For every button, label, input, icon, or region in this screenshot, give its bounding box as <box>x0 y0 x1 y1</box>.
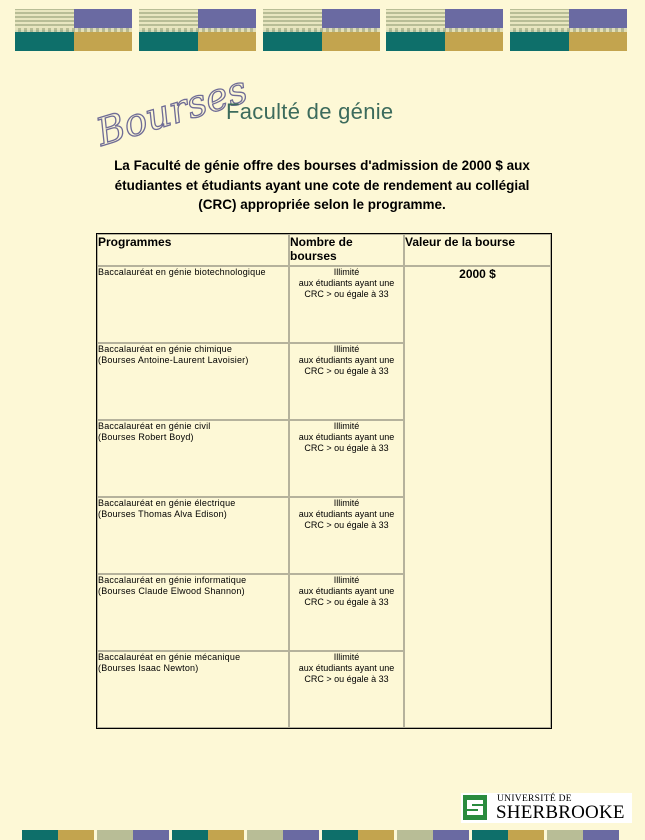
count-line1: Illimité <box>333 498 360 508</box>
count-line3: CRC > ou égale à 33 <box>304 674 389 684</box>
banner-tile <box>510 9 627 51</box>
count-line3: CRC > ou égale à 33 <box>304 520 389 530</box>
program-name: Baccalauréat en génie mécanique <box>98 652 241 662</box>
count-line1: Illimité <box>333 344 360 354</box>
count-line2: aux étudiants ayant une <box>298 663 395 673</box>
banner-tile <box>263 9 380 51</box>
banner-tile <box>386 9 503 51</box>
table-row <box>97 266 551 343</box>
count-line3: CRC > ou égale à 33 <box>304 443 389 453</box>
header-count-line2: bourses <box>290 249 337 263</box>
program-name: Baccalauréat en génie chimique <box>98 344 233 354</box>
count-line1: Illimité <box>333 575 360 585</box>
program-name: Baccalauréat en génie biotechnologique <box>98 267 266 277</box>
bourses-script-text: Bourses <box>91 67 253 155</box>
program-name: Baccalauréat en génie électrique <box>98 498 236 508</box>
program-named-scholarship: (Bourses Antoine-Laurent Lavoisier) <box>98 355 249 365</box>
program-cell <box>97 266 289 343</box>
header-value: Valeur de la bourse <box>404 234 551 266</box>
count-cell <box>289 651 404 728</box>
university-shield-icon <box>463 795 487 820</box>
table-header-row <box>97 234 551 266</box>
program-cell <box>97 651 289 728</box>
program-cell <box>97 420 289 497</box>
header-count <box>289 234 404 266</box>
count-line2: aux étudiants ayant une <box>298 509 395 519</box>
count-cell <box>289 574 404 651</box>
count-line3: CRC > ou égale à 33 <box>304 366 389 376</box>
count-cell <box>289 497 404 574</box>
program-name: Baccalauréat en génie civil <box>98 421 211 431</box>
logo-line1: UNIVERSITÉ DE <box>497 794 572 804</box>
count-line3: CRC > ou égale à 33 <box>304 289 389 299</box>
program-named-scholarship: (Bourses Isaac Newton) <box>98 663 199 673</box>
header-programmes: Programmes <box>97 234 289 266</box>
program-cell <box>97 574 289 651</box>
program-name: Baccalauréat en génie informatique <box>98 575 247 585</box>
count-line2: aux étudiants ayant une <box>298 432 395 442</box>
scholarship-value-cell: 2000 $ <box>404 266 551 728</box>
program-cell <box>97 343 289 420</box>
header-count-line1: Nombre de <box>290 235 353 249</box>
bourses-script-heading <box>88 62 253 155</box>
logo-line2: SHERBROOKE <box>496 802 625 823</box>
count-cell <box>289 266 404 343</box>
count-line3: CRC > ou égale à 33 <box>304 597 389 607</box>
banner-tile <box>15 9 132 51</box>
count-line1: Illimité <box>333 267 360 277</box>
top-decorative-banner <box>15 9 630 51</box>
universite-de-sherbrooke-logo[interactable] <box>461 793 632 823</box>
count-line1: Illimité <box>333 421 360 431</box>
count-line2: aux étudiants ayant une <box>298 586 395 596</box>
program-named-scholarship: (Bourses Claude Elwood Shannon) <box>98 586 245 596</box>
program-cell <box>97 497 289 574</box>
scholarships-table <box>96 233 552 729</box>
program-named-scholarship: (Bourses Thomas Alva Edison) <box>98 509 227 519</box>
count-line2: aux étudiants ayant une <box>298 355 395 365</box>
intro-paragraph: La Faculté de génie offre des bourses d'admission de 2000 $ aux étudiantes et étudiants ayant une cote de rendement au collégial (CRC) appropriée selon le programme. <box>114 158 530 212</box>
bottom-decorative-strip <box>22 830 645 840</box>
program-named-scholarship: (Bourses Robert Boyd) <box>98 432 194 442</box>
count-line1: Illimité <box>333 652 360 662</box>
page-title: Faculté de génie <box>226 99 394 124</box>
count-cell <box>289 343 404 420</box>
banner-tile <box>139 9 256 51</box>
count-cell <box>289 420 404 497</box>
count-line2: aux étudiants ayant une <box>298 278 395 288</box>
